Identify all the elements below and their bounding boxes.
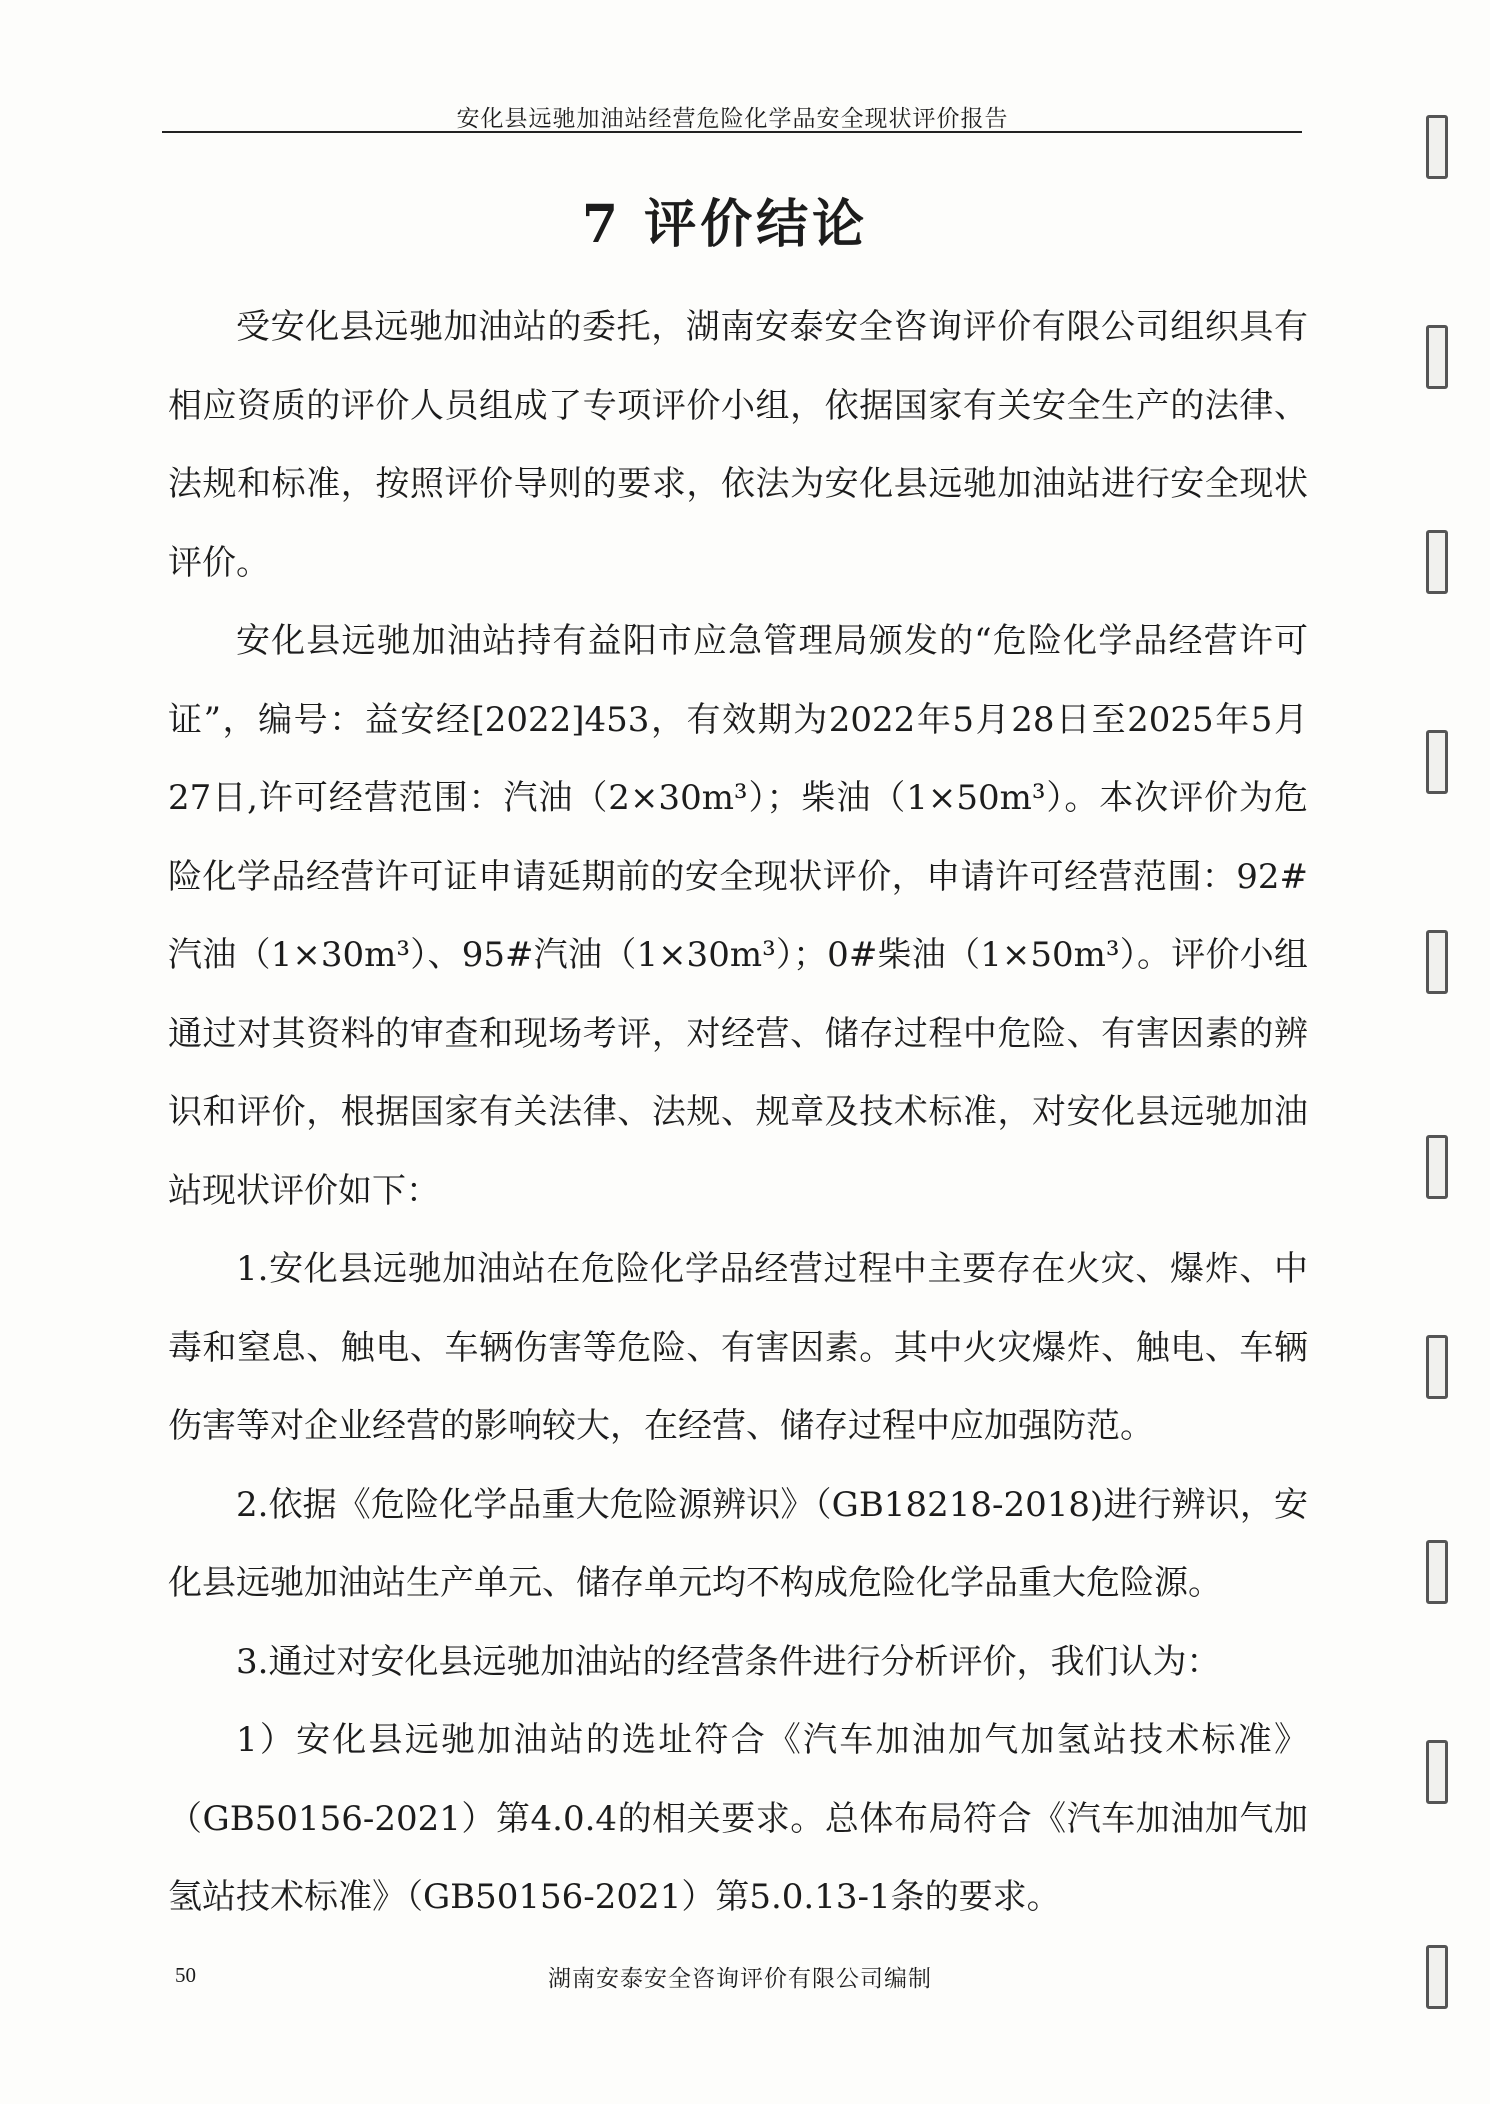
paragraph-commission: 受安化县远驰加油站的委托，湖南安泰安全咨询评价有限公司组织具有相应资质的评价人员组成了专项评价小组，依据国家有关安全生产的法律、法规和标准，按照评价导则的要求，依法为安化县远驰加油站进行安全现状评价。	[168, 307, 1308, 583]
paragraph-conclusion-3-1: 1）安化县远驰加油站的选址符合《汽车加油加气加氢站技术标准》（GB50156-2021）第4.0.4的相关要求。总体布局符合《汽车加油加气加氢站技术标准》（GB50156-2021）第5.0.13-1条的要求。	[168, 1720, 1308, 1917]
paragraph-conclusion-2: 2.依据《危险化学品重大危险源辨识》（GB18218-2018)进行辨识，安化县远驰加油站生产单元、储存单元均不构成危险化学品重大危险源。	[168, 1484, 1308, 1603]
binding-mark	[1426, 530, 1448, 594]
chapter-title: 7 评价结论	[581, 194, 869, 255]
binding-mark	[1426, 1945, 1448, 2009]
paragraph-conclusion-1: 1.安化县远驰加油站在危险化学品经营过程中主要存在火灾、爆炸、中毒和窒息、触电、车辆伤害等危险、有害因素。其中火灾爆炸、触电、车辆伤害等对企业经营的影响较大，在经营、储存过程中应加强防范。	[168, 1249, 1308, 1446]
paragraph-license: 安化县远驰加油站持有益阳市应急管理局颁发的“危险化学品经营许可证”，编号：益安经[2022]453，有效期为2022年5月28日至2025年5月27日,许可经营范围：汽油（2×30m³）；柴油（1×50m³）。本次评价为危险化学品经营许可证申请延期前的安全现状评价，申请许可经营范围：92#汽油（1×30m³）、95#汽油（1×30m³）；0#柴油（1×50m³）。评价小组通过对其资料的审查和现场考评，对经营、储存过程中危险、有害因素的辨识和评价，根据国家有关法律、法规、规章及技术标准，对安化县远驰加油站现状评价如下：	[168, 621, 1308, 1211]
header-rule	[162, 131, 1302, 133]
page-number: 50	[175, 1963, 196, 1987]
paragraph-conclusion-3: 3.通过对安化县远驰加油站的经营条件进行分析评价，我们认为：	[236, 1641, 1221, 1682]
binding-mark	[1426, 930, 1448, 994]
binding-mark	[1426, 730, 1448, 794]
page-header: 安化县远驰加油站经营危险化学品安全现状评价报告	[456, 106, 1009, 132]
binding-mark	[1426, 1335, 1448, 1399]
page-footer: 湖南安泰安全咨询评价有限公司编制	[548, 1966, 932, 1992]
document-body	[168, 288, 1308, 1937]
binding-mark	[1426, 115, 1448, 179]
binding-mark	[1426, 325, 1448, 389]
binding-mark	[1426, 1135, 1448, 1199]
binding-mark	[1426, 1540, 1448, 1604]
binding-mark	[1426, 1740, 1448, 1804]
